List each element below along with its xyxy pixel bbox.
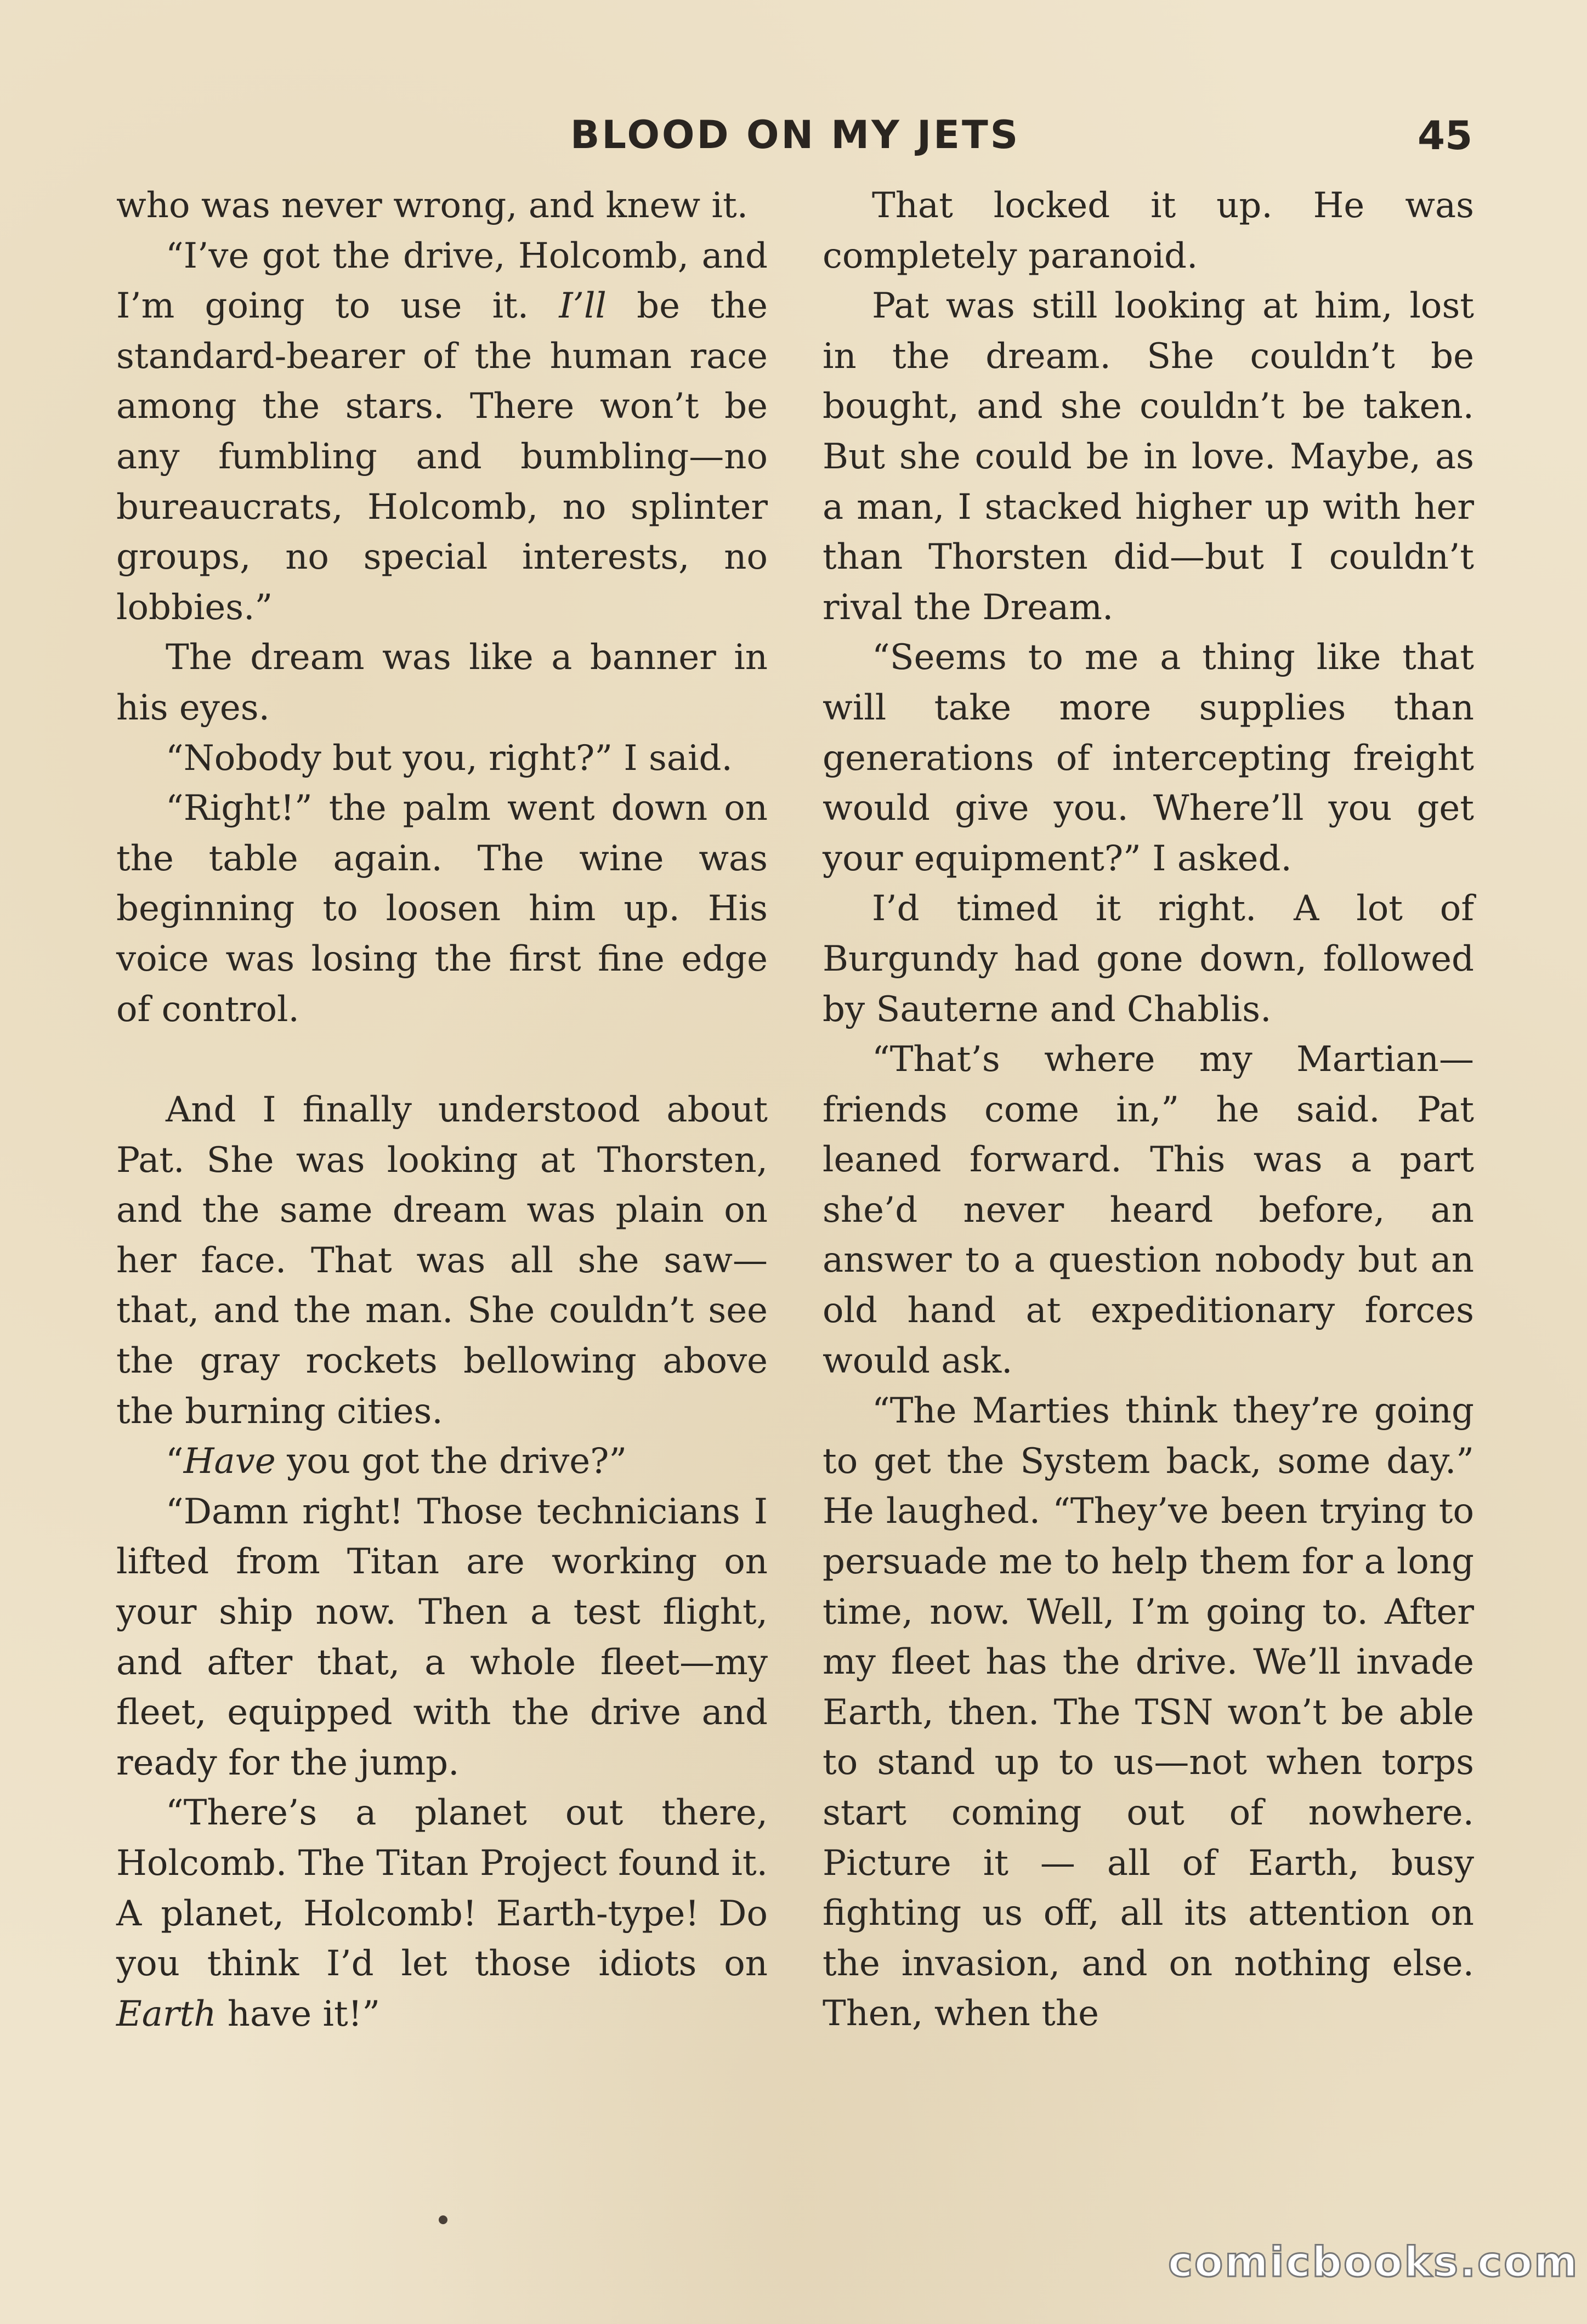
paragraph: “Seems to me a thing like that will take more supplies than generations of intercepting freight would give you. Where’ll you get your equipment?” I asked. (823, 637, 1474, 879)
paragraph: Pat was still looking at him, lost in the dream. She couldn’t be bought, and she couldn’t be taken. But she could be in love. Maybe, as a man, I stacked higher up with her than Thorsten did—but I couldn’t rival the Dream. (823, 286, 1474, 628)
paragraph-text: “ (166, 1441, 184, 1482)
paragraph-text: have it!” (216, 1993, 381, 2034)
paragraph-text: “I’ve got the drive, Holcomb, and I’m going to use it. (116, 235, 768, 327)
paragraph: That locked it up. He was completely paranoid. (823, 185, 1474, 276)
paragraph (116, 231, 768, 633)
paragraph-text: you got the drive?” (275, 1441, 627, 1482)
watermark: comicbooks.com (1168, 2237, 1579, 2286)
right-column (823, 181, 1474, 2039)
emphasis-text: Have (183, 1441, 276, 1482)
emphasis-text: I’ll (559, 286, 607, 327)
running-title: BLOOD ON MY JETS (570, 112, 1021, 157)
paragraph: “Right!” the palm went down on the table again. The wine was beginning to loosen him up. His voice was losing the first fine edge of control. (116, 788, 768, 1030)
paragraph: “Damn right! Those technicians I lifted from Titan are working on your ship now. Then a test flight, and after that, a whole fleet—my fleet, equipped with the drive and ready for the jump. (116, 1491, 768, 1783)
paragraph: I’d timed it right. A lot of Burgundy had gone down, followed by Sauterne and Chablis. (823, 888, 1474, 1030)
paragraph-text: “There’s a planet out there, Holcomb. The Titan Project found it. A planet, Holcomb! Earth-type! Do you think I’d let those idiots on (116, 1793, 768, 1985)
paragraph: “Nobody but you, right?” I said. (166, 738, 733, 779)
paragraph: “The Marties think they’re going to get the System back, some day.” He laughed. “They’ve been trying to persuade me to help them for a long time, now. Well, I’m going to. After my fleet has the drive. We’ll invade Earth, then. The TSN won’t be able to stand up to us—not when torps start coming out of nowhere. Picture it — all of Earth, busy fighting us off, all its attention on the invasion, and on nothing else. Then, when the (823, 1391, 1474, 2034)
paragraph: And I finally understood about Pat. She was looking at Thorsten, and the same dream was plain on her face. That was all she saw—that, and the man. She couldn’t see the gray rockets bellowing above the burning cities. (116, 1090, 768, 1432)
ink-speck (439, 2215, 447, 2224)
page-number: 45 (1418, 112, 1473, 158)
paragraph: “That’s where my Martian—friends come in,” he said. Pat leaned forward. This was a part she’d never heard before, an answer to a question nobody but an old hand at expeditionary forces would ask. (823, 1039, 1474, 1381)
paragraph (116, 1437, 768, 1487)
paragraph: The dream was like a banner in his eyes. (116, 637, 768, 728)
paragraph (116, 1788, 768, 2039)
left-column (116, 181, 768, 2039)
emphasis-text: Earth (116, 1993, 217, 2034)
paragraph: who was never wrong, and knew it. (116, 185, 749, 226)
paragraph-text: be the standard-bearer of the human race among the stars. There won’t be any fumbling and bumbling—no bureaucrats, Holcomb, no splinter groups, no special interests, no lobbies.” (116, 286, 768, 628)
running-header (0, 112, 1587, 162)
